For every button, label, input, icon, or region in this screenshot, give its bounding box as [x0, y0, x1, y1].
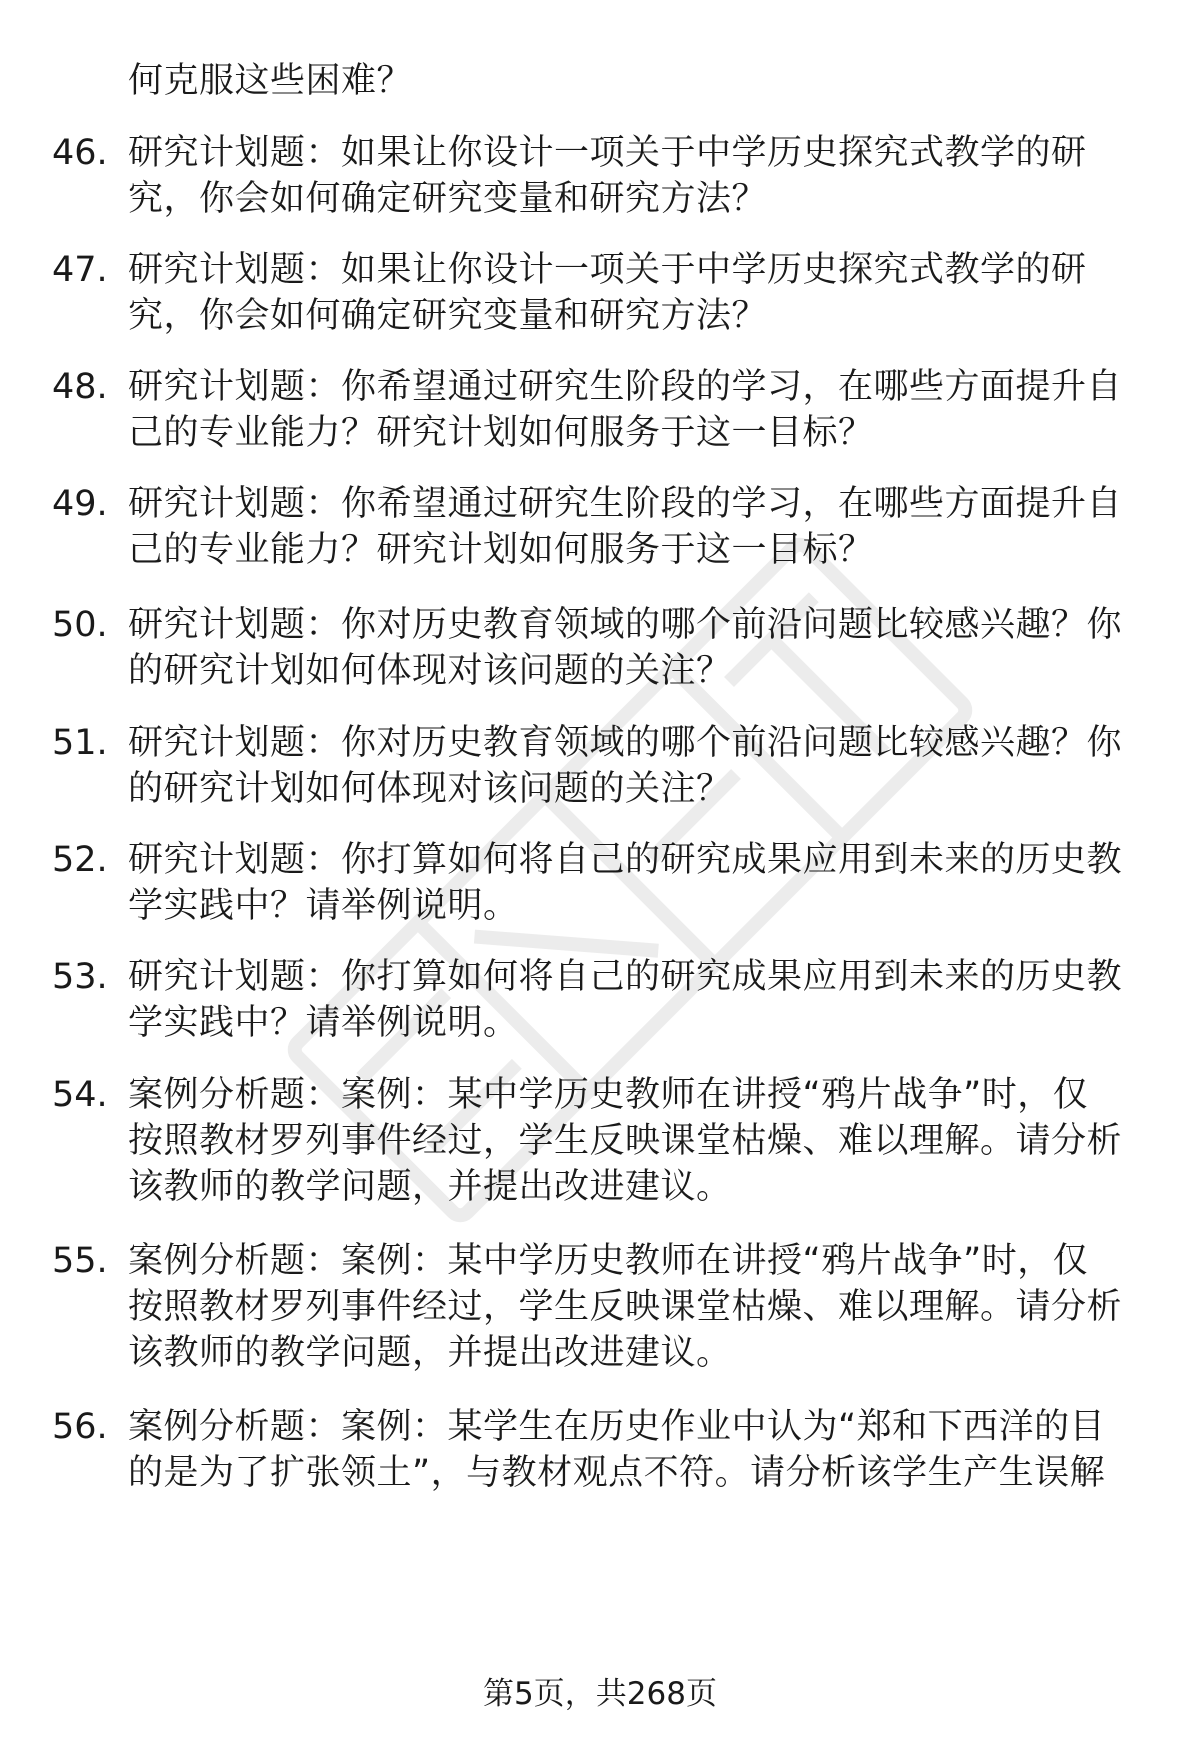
question-line: 案例分析题：案例：某中学历史教师在讲授“鸦片战争”时，仅 [128, 1075, 1089, 1115]
question-line: 该教师的教学问题，并提出改进建议。 [128, 1333, 732, 1373]
question-line: 究，你会如何确定研究变量和研究方法？ [128, 179, 768, 219]
question-line: 学实践中？请举例说明。 [128, 1003, 519, 1043]
question-line: 研究计划题：你希望通过研究生阶段的学习，在哪些方面提升自 [128, 367, 1123, 407]
continuation-text: 何克服这些困难？ [128, 61, 413, 101]
question-line: 学实践中？请举例说明。 [128, 886, 519, 926]
question-number: 52. [52, 840, 108, 880]
question-line: 研究计划题：如果让你设计一项关于中学历史探究式教学的研 [128, 133, 1087, 173]
question-line: 案例分析题：案例：某中学历史教师在讲授“鸦片战争”时，仅 [128, 1241, 1089, 1281]
question-number: 48. [52, 367, 108, 407]
question-line: 的是为了扩张领土”，与教材观点不符。请分析该学生产生误解 [128, 1453, 1106, 1493]
question-line: 按照教材罗列事件经过，学生反映课堂枯燥、难以理解。请分析 [128, 1121, 1123, 1161]
question-line: 该教师的教学问题，并提出改进建议。 [128, 1167, 732, 1207]
question-number: 51. [52, 723, 108, 763]
question-number: 47. [52, 250, 108, 290]
question-line: 研究计划题：你希望通过研究生阶段的学习，在哪些方面提升自 [128, 484, 1123, 524]
question-number: 56. [52, 1407, 108, 1447]
question-line: 研究计划题：你打算如何将自己的研究成果应用到未来的历史教 [128, 840, 1123, 880]
question-number: 55. [52, 1241, 108, 1281]
question-line: 的研究计划如何体现对该问题的关注？ [128, 769, 732, 809]
question-line: 的研究计划如何体现对该问题的关注？ [128, 651, 732, 691]
question-number: 50. [52, 605, 108, 645]
question-line: 研究计划题：如果让你设计一项关于中学历史探究式教学的研 [128, 250, 1087, 290]
question-number: 54. [52, 1075, 108, 1115]
question-line: 己的专业能力？研究计划如何服务于这一目标？ [128, 530, 874, 570]
question-line: 己的专业能力？研究计划如何服务于这一目标？ [128, 413, 874, 453]
question-number: 49. [52, 484, 108, 524]
question-number: 46. [52, 133, 108, 173]
question-number: 53. [52, 957, 108, 997]
question-line: 研究计划题：你打算如何将自己的研究成果应用到未来的历史教 [128, 957, 1123, 997]
question-line: 按照教材罗列事件经过，学生反映课堂枯燥、难以理解。请分析 [128, 1287, 1123, 1327]
question-line: 研究计划题：你对历史教育领域的哪个前沿问题比较感兴趣？你 [128, 605, 1123, 645]
page-footer: 第5页，共268页 [483, 1676, 717, 1712]
question-line: 研究计划题：你对历史教育领域的哪个前沿问题比较感兴趣？你 [128, 723, 1123, 763]
question-line: 究，你会如何确定研究变量和研究方法？ [128, 296, 768, 336]
question-line: 案例分析题：案例：某学生在历史作业中认为“郑和下西洋的目 [128, 1407, 1106, 1447]
